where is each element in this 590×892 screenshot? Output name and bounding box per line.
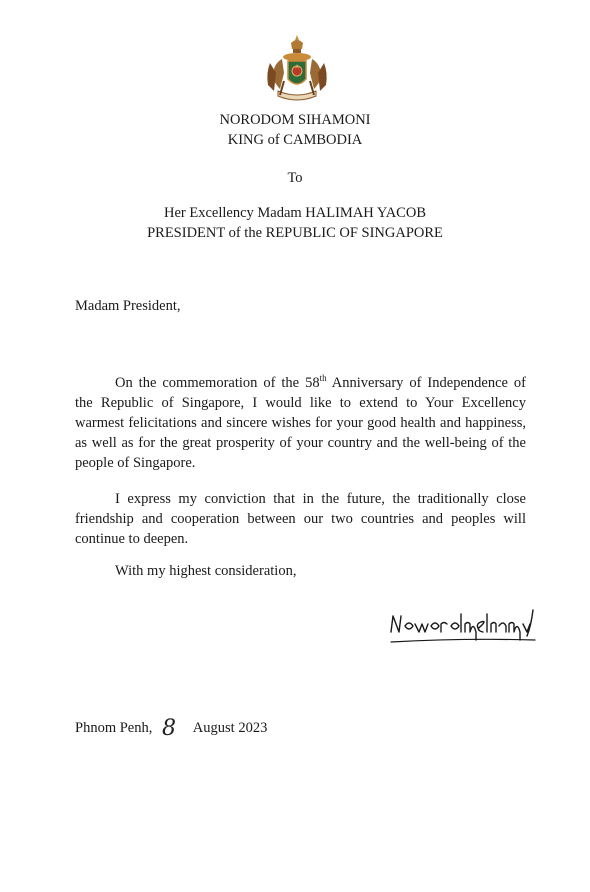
handwritten-signature-icon (385, 602, 545, 652)
body-paragraph-2: I express my conviction that in the future, the traditionally close friendship and cooperation between our two countries and peoples will continue to deepen. (75, 491, 526, 547)
royal-coat-of-arms-icon (262, 33, 332, 107)
sender-title: KING of CAMBODIA (227, 132, 363, 148)
place-and-date (75, 713, 268, 741)
handwritten-day: 8 (161, 716, 176, 741)
p1-text-rest: Anniversary of Independence of the Republic of Singapore, I would like to extend to Your Excellency warmest felicitations and sincere wishes for your good health and happiness, as well as for the great prosperity of your country and the well-being of the people of Singapore. (75, 375, 526, 471)
recipient-block (0, 203, 590, 243)
recipient-title: PRESIDENT of the REPUBLIC OF SINGAPORE (147, 225, 443, 241)
month-year: August 2023 (192, 720, 268, 736)
ordinal-suffix: th (319, 373, 327, 383)
sender-block (0, 110, 590, 150)
to-label: To (287, 170, 303, 186)
salutation: Madam President, (75, 298, 181, 314)
p1-text-start: On the commemoration of the 58 (115, 375, 320, 391)
recipient-name: Her Excellency Madam HALIMAH YACOB (163, 205, 426, 221)
place: Phnom Penh, (75, 720, 153, 736)
body-paragraph-1 (75, 373, 526, 473)
sender-name: NORODOM SIHAMONI (219, 112, 371, 128)
closing-line: With my highest consideration, (115, 563, 297, 579)
